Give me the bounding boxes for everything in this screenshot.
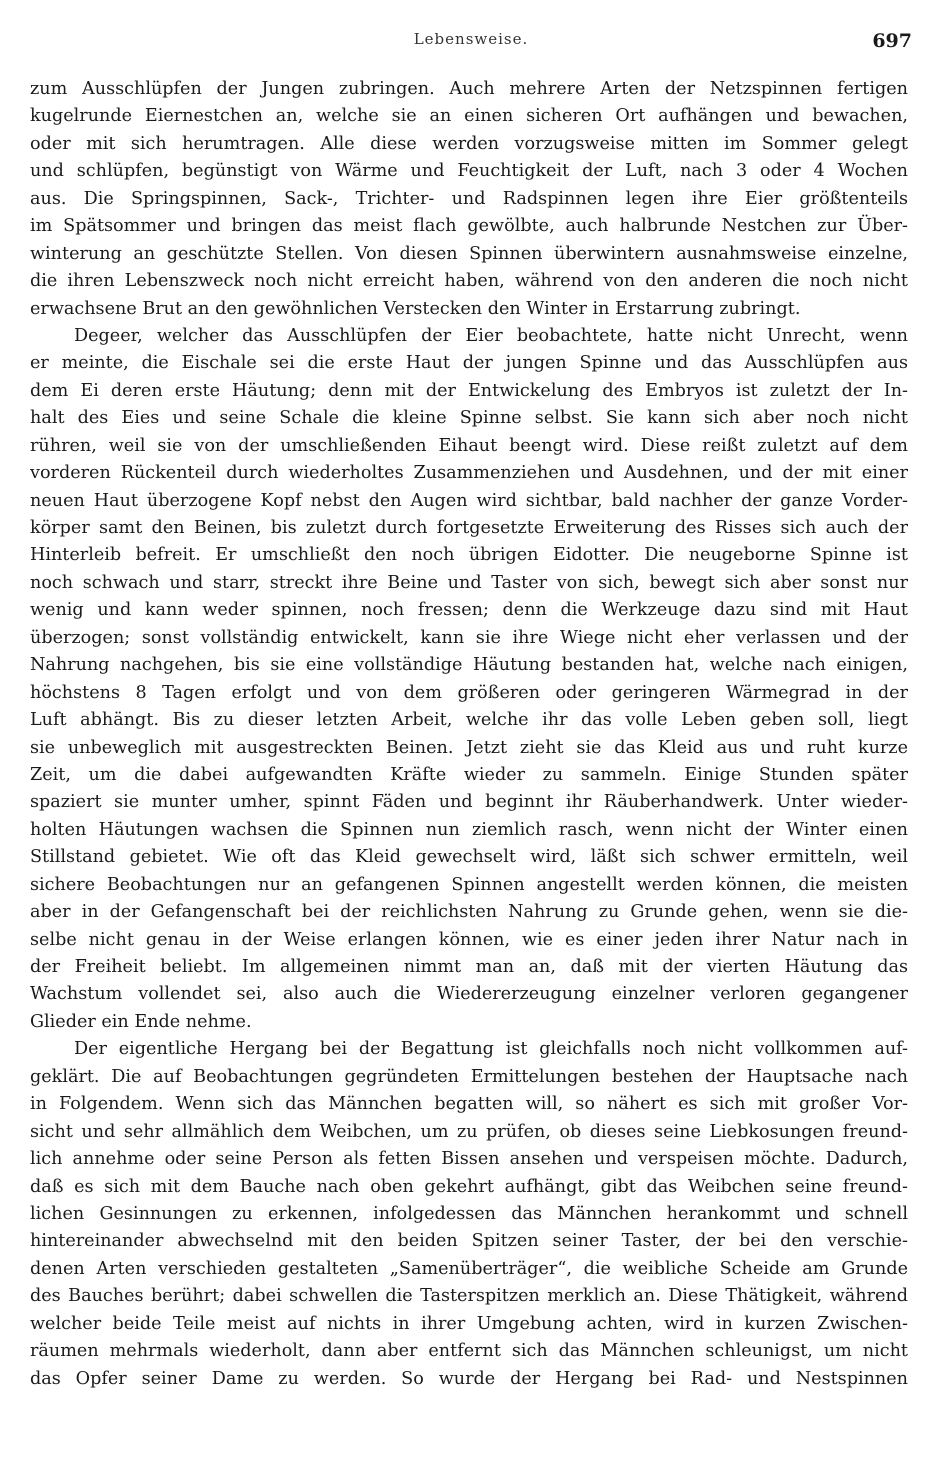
text-line: geklärt. Die auf Beobachtungen gegründeten Ermittelungen bestehen der Hauptsache nach	[30, 1066, 908, 1087]
text-line: Zeit, um die dabei aufgewandten Kräfte wieder zu sammeln. Einige Stunden später	[30, 764, 908, 785]
page-number: 697	[872, 30, 912, 52]
text-line: zum Ausschlüpfen der Jungen zubringen. Auch mehrere Arten der Netzspinnen fertigen	[30, 79, 908, 99]
text-line: rühren, weil sie von der umschließenden Eihaut beengt wird. Diese reißt zuletzt auf dem	[30, 435, 908, 456]
text-line: halt des Eies und seine Schale die kleine Spinne selbst. Sie kann sich aber noch nicht	[30, 408, 908, 429]
text-line: des Bauches berührt; dabei schwellen die Tasterspitzen merklich an. Diese Thätigkeit, während	[30, 1286, 908, 1307]
text-line: Degeer, welcher das Ausschlüpfen der Eier beobachtete, hatte nicht Unrecht, wenn	[74, 325, 908, 346]
text-line: der Freiheit beliebt. Im allgemeinen nimmt man an, daß mit der vierten Häutung das	[30, 957, 908, 977]
text-line: räumen mehrmals wiederholt, dann aber entfernt sich das Männchen schleunigst, um nicht	[30, 1341, 908, 1362]
text-line: dem Ei deren erste Häutung; denn mit der Entwickelung des Embryos ist zuletzt der In-	[30, 380, 908, 401]
text-line: daß es sich mit dem Bauche nach oben gekehrt aufhängt, gibt das Weibchen seine freund-	[30, 1176, 908, 1197]
text-line: noch schwach und starr, streckt ihre Beine und Taster von sich, bewegt sich aber sonst nur	[30, 572, 908, 593]
text-line: wenig und kann weder spinnen, noch fressen; denn die Werkzeuge dazu sind mit Haut	[30, 600, 908, 621]
text-line: Stillstand gebietet. Wie oft das Kleid gewechselt wird, läßt sich schwer ermitteln, weil	[30, 847, 908, 868]
text-line: sie unbeweglich mit ausgestreckten Beinen. Jetzt zieht sie das Kleid aus und ruht kurze	[30, 737, 908, 758]
text-line: Nahrung nachgehen, bis sie eine vollständige Häutung bestanden hat, welche nach einigen,	[30, 655, 908, 676]
running-head: Lebensweise.	[413, 30, 529, 48]
text-line: in Folgendem. Wenn sich das Männchen begatten will, so nähert es sich mit großer Vor-	[30, 1094, 908, 1115]
text-line: er meinte, die Eischale sei die erste Haut der jungen Spinne und das Ausschlüpfen aus	[30, 353, 908, 374]
text-line: das Opfer seiner Dame zu werden. So wurde der Hergang bei Rad- und Nestspinnen	[30, 1368, 908, 1389]
text-line: welcher beide Teile meist auf nichts in ihrer Umgebung achten, wird in kurzen Zwischen-	[30, 1313, 908, 1334]
text-line: denen Arten verschieden gestalteten „Samenüberträger“, die weibliche Scheide am Grunde	[30, 1258, 908, 1279]
text-line: neuen Haut überzogene Kopf nebst den Augen wird sichtbar, bald nachher der ganze Vorder-	[30, 490, 908, 511]
text-line: körper samt den Beinen, bis zuletzt durch fortgesetzte Erweiterung des Risses sich auch der	[30, 518, 908, 538]
text-line: höchstens 8 Tagen erfolgt und von dem größeren oder geringeren Wärmegrad in der	[30, 682, 908, 703]
text-line: Wachstum vollendet sei, also auch die Wiedererzeugung einzelner verloren gegangener	[30, 984, 908, 1005]
text-line: kugelrunde Eiernestchen an, welche sie an einen sicheren Ort aufhängen und bewachen,	[30, 106, 908, 127]
text-line: lich annehme oder seine Person als fetten Bissen ansehen und verspeisen möchte. Dadurch,	[30, 1149, 908, 1170]
text-line: sichere Beobachtungen nur an gefangenen Spinnen angestellt werden können, die meisten	[30, 874, 908, 895]
page-header	[30, 30, 912, 54]
text-line: aber in der Gefangenschaft bei der reichlichsten Nahrung zu Grunde gehen, wenn sie die-	[30, 902, 908, 923]
text-line: vorderen Rückenteil durch wiederholtes Zusammenziehen und Ausdehnen, und der mit einer	[30, 463, 908, 484]
text-line: Hinterleib befreit. Er umschließt den noch übrigen Eidotter. Die neugeborne Spinne ist	[30, 545, 908, 566]
text-line: im Spätsommer und bringen das meist flach gewölbte, auch halbrunde Nestchen zur Über-	[30, 216, 908, 237]
text-line: Der eigentliche Hergang bei der Begattung ist gleichfalls noch nicht vollkommen auf-	[74, 1039, 908, 1060]
text-line: oder mit sich herumtragen. Alle diese werden vorzugsweise mitten im Sommer gelegt	[30, 133, 908, 154]
body-text	[30, 76, 908, 1393]
text-line: hintereinander abwechselnd mit den beiden Spitzen seiner Taster, der bei den verschie-	[30, 1231, 908, 1252]
text-line: und schlüpfen, begünstigt von Wärme und Feuchtigkeit der Luft, nach 3 oder 4 Wochen	[30, 161, 908, 182]
text-line: sicht und sehr allmählich dem Weibchen, um zu prüfen, ob dieses seine Liebkosungen freund-	[30, 1121, 908, 1142]
paragraph	[30, 323, 908, 1036]
paragraph	[30, 1036, 908, 1393]
paragraph	[30, 76, 908, 323]
text-line: spaziert sie munter umher, spinnt Fäden und beginnt ihr Räuberhandwerk. Unter wieder-	[30, 792, 908, 813]
text-line: lichen Gesinnungen zu erkennen, infolgedessen das Männchen herankommt und schnell	[30, 1203, 908, 1224]
text-line: die ihren Lebenszweck noch nicht erreicht haben, während von den anderen die noch nicht	[30, 271, 908, 292]
text-line: Luft abhängt. Bis zu dieser letzten Arbeit, welche ihr das volle Leben geben soll, liegt	[30, 710, 908, 731]
text-line: Glieder ein Ende nehme.	[30, 1011, 252, 1032]
text-line: selbe nicht genau in der Weise erlangen können, wie es einer jeden ihrer Natur nach in	[30, 929, 908, 950]
text-line: erwachsene Brut an den gewöhnlichen Verstecken den Winter in Erstarrung zubringt.	[30, 298, 801, 319]
text-line: überzogen; sonst vollständig entwickelt, kann sie ihre Wiege nicht eher verlassen und der	[30, 627, 908, 648]
text-line: holten Häutungen wachsen die Spinnen nun ziemlich rasch, wenn nicht der Winter einen	[30, 819, 908, 840]
text-line: winterung an geschützte Stellen. Von diesen Spinnen überwintern ausnahmsweise einzelne,	[30, 243, 908, 264]
text-line: aus. Die Springspinnen, Sack-, Trichter- und Radspinnen legen ihre Eier größtenteils	[30, 188, 908, 209]
